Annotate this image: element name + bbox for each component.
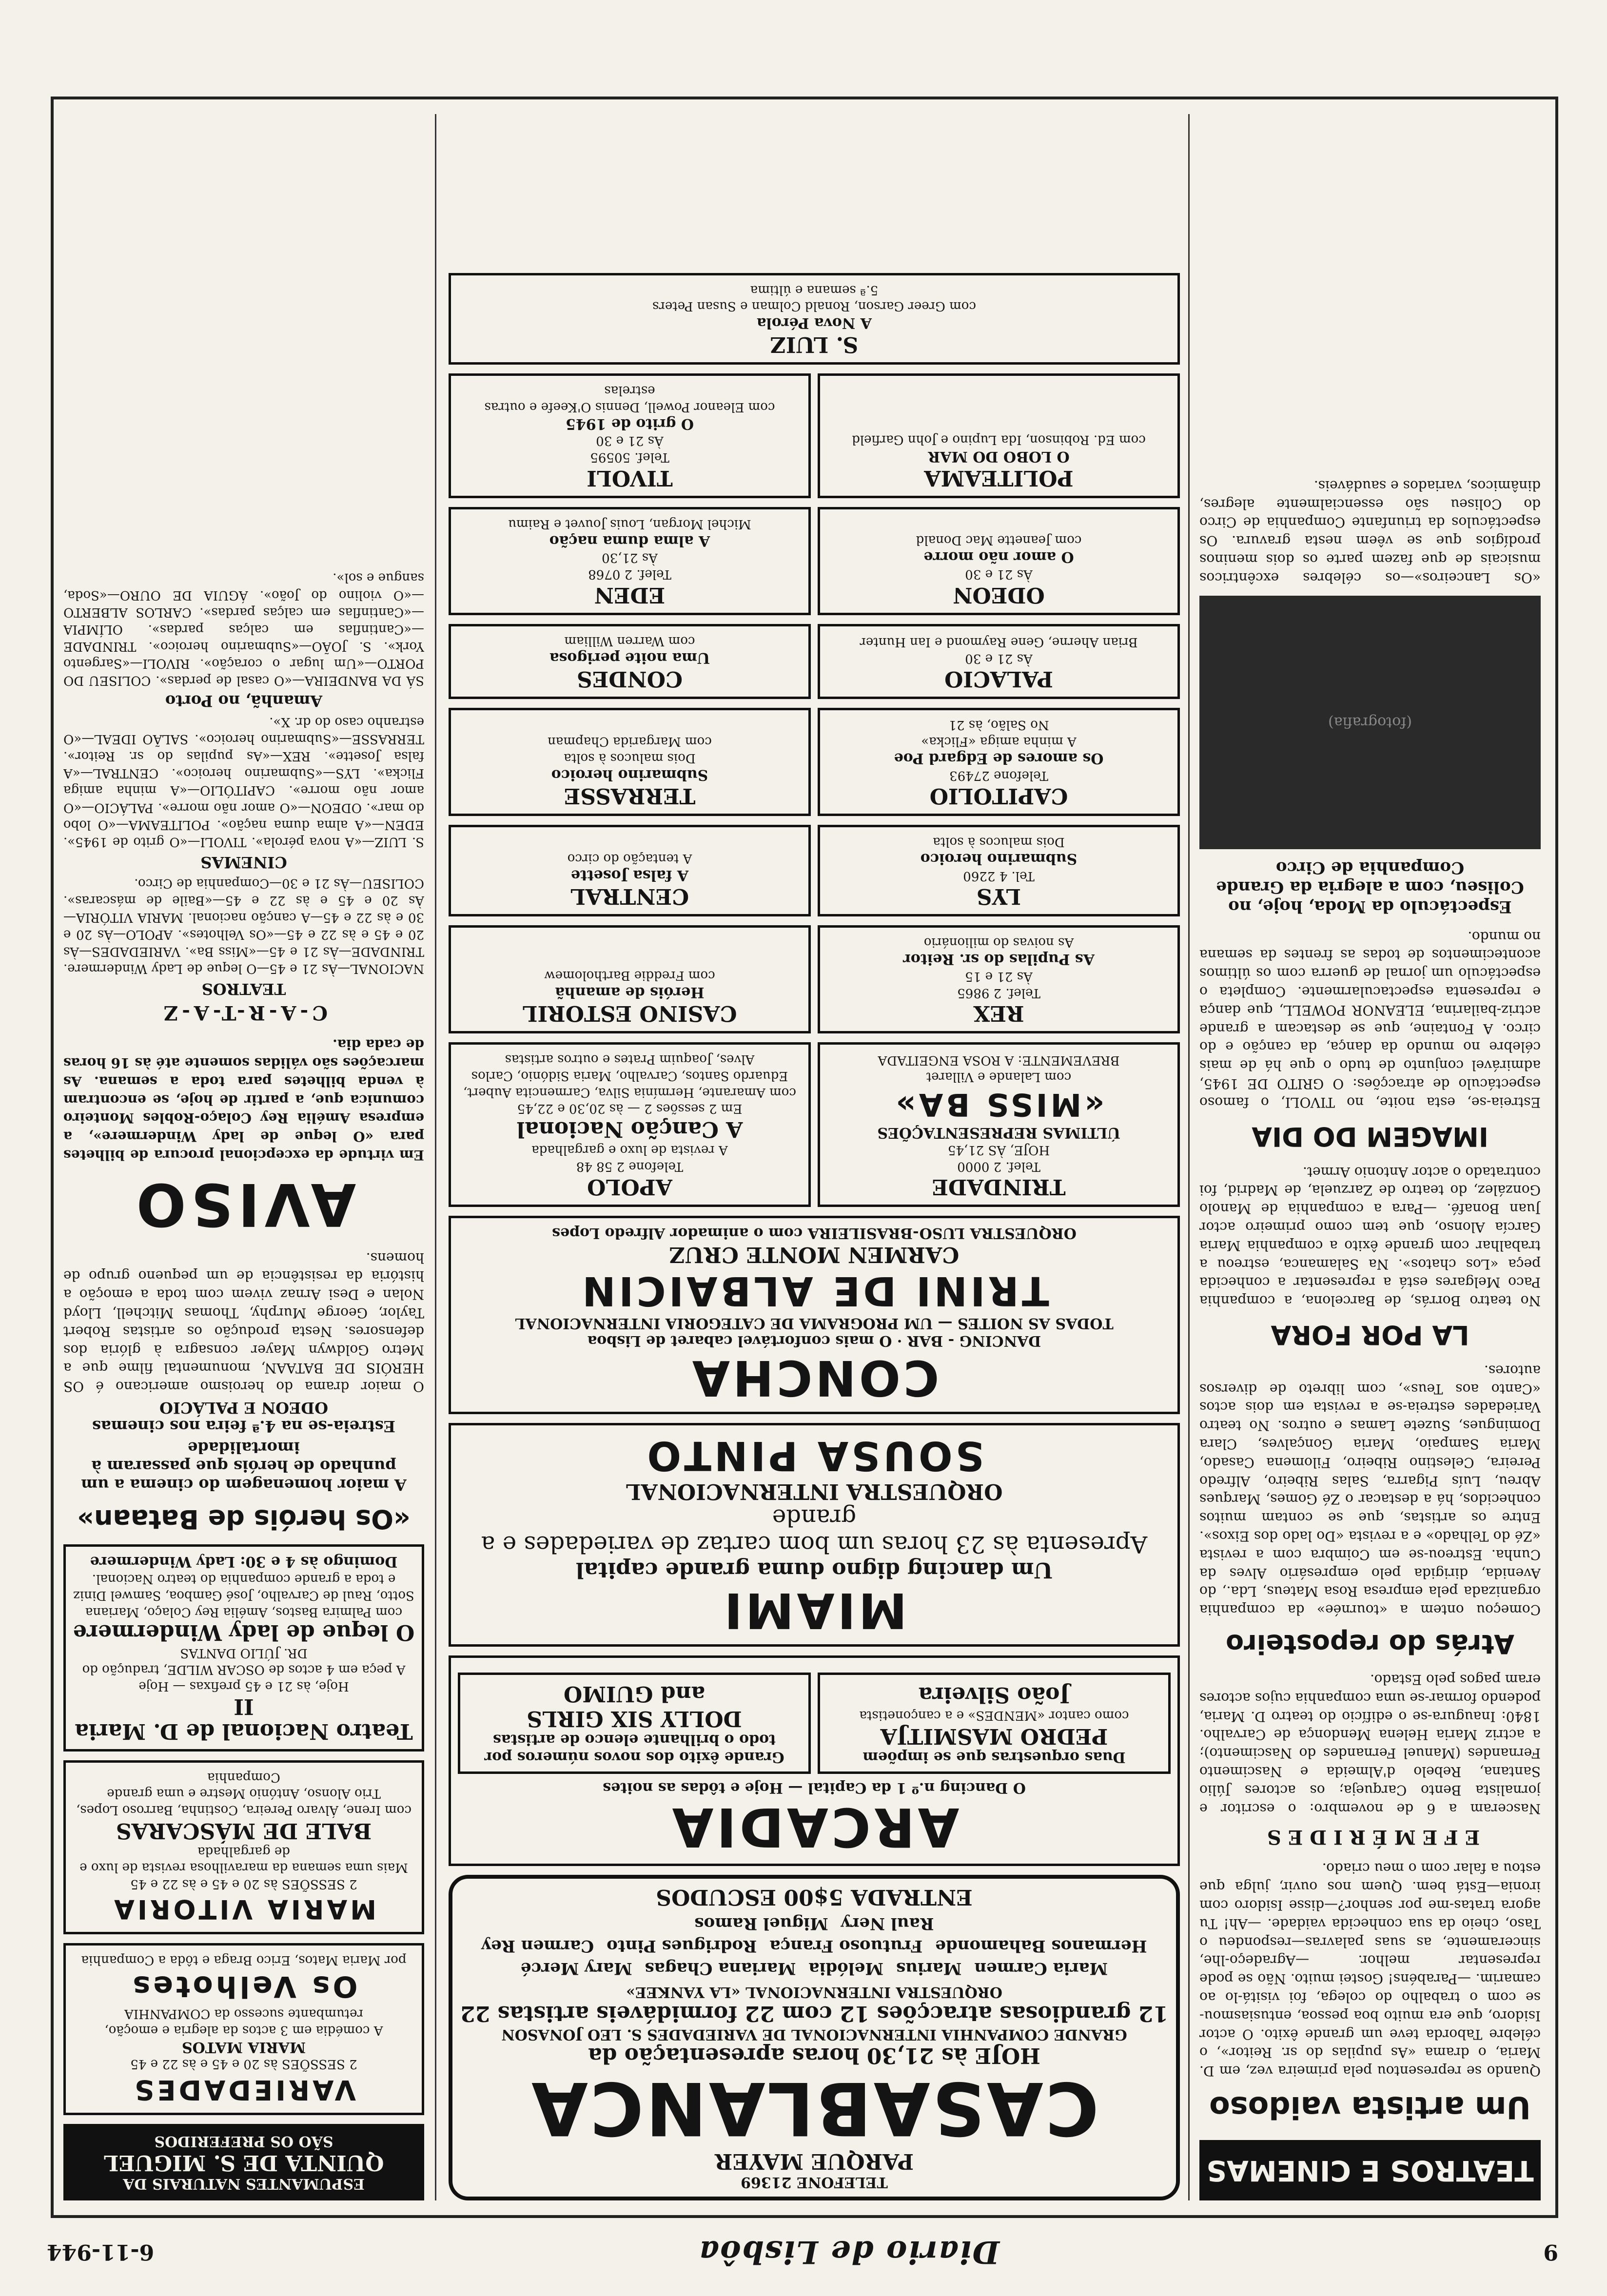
ad-sub: DANCING - BAR · O mais confortável cabaret de Lisboa [587,1332,1041,1349]
ad-line: SOUSA PINTO [644,1432,984,1479]
cartaz-title: C-A-R-T-A-Z [160,1001,328,1025]
article-title: Um artista vaidoso [1209,2090,1531,2126]
ad-name: ODEON [953,582,1045,607]
cartaz-section: TEATROS [201,980,286,999]
page-header [47,2233,1558,2272]
ad-variedades [63,1943,424,2115]
ad-show: O amor não morre [923,548,1074,566]
ad-line: TRINI DE ALBAICIN [579,1267,1049,1314]
ad-panel [818,1673,1171,1773]
ad-phone: Telef. 2 0768 [588,567,671,582]
ad-time: Às 21 e 30 [965,567,1033,582]
ad-time: Hoje, às 21 e 45 prefixas — Hoje [138,1678,349,1693]
ad-sub: com Jeanette Mac Donald [916,533,1082,548]
ad-line: A revista de luxo e gargalhada [531,1142,728,1157]
ad-line: Um dancing digno duma grande capital [576,1557,1053,1583]
ad-show: Uma noite perigosa [549,649,710,666]
ad-sluiz [449,273,1180,365]
ad-show: A falsa Josette [570,866,689,884]
ad-line: and GUIMO [563,1681,706,1707]
ad-show: Submarino heroico [551,766,708,783]
section-heading: EFEMÉRIDES [1260,1825,1480,1848]
ad-line: ORQUESTRA INTERNACIONAL «LA YANKEE» [626,1984,1002,2001]
ad-foot: Domingo às 4 e 30: Lady Windermere [90,1553,398,1571]
cinema-grid-row [449,615,1180,699]
ad-sub: com Greer Garson, Ronald Colman e Susan Peters [652,299,976,314]
ad-maria-vitoria [63,1760,424,1934]
ad-line: ORQUESTRA LUSO-BRASILEIRA com o animador Alfredo Lopes [552,1225,1077,1242]
ad-time: Às 21 e 15 [965,969,1033,984]
ad-cast: com Eleanor Powell, Dennis O'Keefe e outras estrelas [484,383,775,414]
ad-desc: A peça em 4 actos de OSCAR WILDE, tradução do DR. JÚLIO DANTAS [82,1646,406,1677]
ad-line: PEDRO MASMITJA [880,1723,1108,1749]
ad-show: Os Velhotes [130,1969,358,2004]
ad-show: O leque de lady Windermere [73,1620,415,1645]
article-body: Nasceram a 6 de novembro: o escritor e jornalista Bento Carqueja; os actores Júlio Santana, Rebelo d'Almeida e Nascimento Fernandes (Manuel Fernandes do Nascimento); a actriz Maria Helena Mendonça de Carvalho. 1840: Inaugura-se o edifício do teatro D. Maria, podendo formar-se uma companhia cujos actores eram pagos pelo Estado. [1199,1672,1541,1817]
ad-name: S. LUIZ [770,332,859,357]
ad-line: João Silveira [918,1682,1070,1708]
aviso-body: Em virtude da excepcional procura de bilhetes para «O leque de lady Windermere», a empresa Amélia Rey Colaço-Robles Monteiro comunica que, a partir de hoje, se encontram à venda bilhetes para toda a semana. As marcações são válidas somente até às 16 horas de cada dia. [63,1036,424,1163]
cartaz-list: S. LUIZ—«A nova pérola». TIVOLI—«O grito de 1945». EDEN—«A alma duma nação». POLITEAMA—«O lobo do mar». ODEON—«O amor não morre». PALÁCIO—«O amor não morre». CAPITÓLIO—«A minha amiga Flicka». LYS—«Submarino heroico». CENTRAL—«A falsa Josette». REX—«As pupilas do sr. Reitor». TERRASSE—«Submarino heroico». SALÃO IDEAL—«O estranho caso do dr. X». [63,715,424,849]
ad-line: HOJE às 21,30 horas apresentação da [588,2043,1040,2068]
ad-casino [449,925,811,1033]
masthead: Diario de Lisbôa [698,2234,999,2271]
ad-quinta [63,2124,424,2200]
ad-show: Os amores de Edgard Poe [894,749,1104,767]
ad-name: LYS [976,884,1021,909]
section-badge: TEATROS E CINEMAS [1199,2140,1541,2200]
cast-member: Melódia [808,1959,884,1979]
photo-placeholder: (fotografia) [1328,714,1412,731]
ad-week: 5.ª semana e última [750,282,879,297]
ad-cast: Michel Morgan, Louis Jouvet e Raimu [508,516,751,531]
ad-name: REX [973,1001,1024,1026]
ad-name: TRINDADE [932,1174,1066,1200]
article-body: Quando se representou pela primeira vez, em D. Maria, o drama «As pupilas do sr. Reitor», o célebre Taborda teve um grande êxito. O actor Isidoro, que era muito boa pessoa, entusiasmou-se com o trabalho do colega, foi visitá-lo ao camarim. —Parabéns! Gostei muito. Não se pode representar melhor. —Agradeço-lhe, sinceramente, as suas palavras—respondeu o Taso, cheio da sua conhecida vaidade. —Ah! Tu agora tratas-me por senhor?—disse Isidoro com ironia—Está bem. Quem nos ouvir, julga que estou a falar com o meu criado. [1199,1860,1541,2080]
cinema-grid-row [449,1033,1180,1207]
article-body: Começou ontem a «tournée» da companhia organizada pela empresa Rosa Mateus, Lda., do Avenida, dirigida pelo empresário Alves da Cunha. Estreou-se em Coimbra com a revista «Zé do Telhado» e a revista «Do lado dos Eixos». Entre os artistas, que se contam muitos conhecidos, há a destacar o Zé Gomes, Marques Abreu, Luís Pigarra, Salas Ribeiro, Alfredo Pereira, Celestino Ribeiro, Filomena Casado, Maria Sampaio, Maria Gonçalves, Clara Domingues, Suzete Lamas e outros. No teatro Variedades estreia-se a revista em dois actos «Canto aos Teus», com libreto de diversos autores. [1199,1362,1541,1618]
ad-owner: MARIA MATOS [181,2038,306,2056]
ad-time: Às 21 e 30 [596,433,664,448]
cast-member: Rodrigues Pinto [607,1936,757,1956]
ad-phone: Tel. 4 2260 [963,868,1035,883]
cast-member: Mary Mercé [520,1959,632,1979]
ad-arcadia [449,1655,1180,1866]
ad-line: Grande êxito dos novos números por todo o brilhante elenco de artistas [484,1731,784,1766]
ad-politeama [818,373,1180,498]
ad-name: TERRASSE [564,783,696,809]
ad-desc: Mais uma semana da maravilhosa revista de luxo e de gargalhada [79,1844,408,1875]
ad-sub: Dois malucos à solta [564,750,696,765]
ad-sub: com Ed. Robinson, Ida Lupino e John Garfield [852,432,1146,448]
ad-name: EDEN [594,582,666,607]
ad-rex [818,925,1180,1033]
ad-name: APOLO [587,1174,672,1200]
ad-panel [458,1673,811,1773]
ad-cast: com Irene, Álvaro Pereira, Costinha, Barroso Lopes, Trio Alonso, António Mestre e uma grande Companhia [76,1770,412,1818]
ad-phone: Telef. 2 0000 [957,1159,1040,1174]
ad-desc: A comédia em 3 actos da alegria e emoção, retumbante sucesso da COMPANHIA [104,2006,383,2038]
article-title: LA POR FORA [1271,1320,1470,1351]
ad-miami [449,1423,1180,1647]
ad-show: Submarino heroico [920,850,1078,867]
column-rule [1188,114,1190,2200]
aviso-title: AVISO [131,1169,356,1238]
ad-time: No Salão, às 21 [948,717,1049,732]
ad-lys [818,825,1180,916]
ad-show: «MISS BA» [893,1086,1105,1123]
page-number: 9 [1543,2239,1558,2265]
ad-phone: Telefone 2 58 48 [576,1159,684,1174]
ad-time: 2 SESSÕES às 20 e 45 e às 22 e 45 [130,2057,357,2072]
ad-line: ÚLTIMAS REPRESENTAÇÕES [877,1124,1120,1142]
ad-casablanca [449,1875,1180,2200]
cast-member: Mariana Chagas [645,1959,796,1979]
cast-member: Maria Carmen [974,1959,1108,1979]
ad-name: CAPITOLIO [929,783,1068,809]
ad-sub: As noivas do milionário [923,935,1074,950]
ad-time: Em 2 sessões 2 — às 20,30 e 22,45 [517,1101,743,1116]
ad-name: POLITEAMA [924,465,1074,490]
ad-line: SÃO OS PREFERIDOS [154,2133,333,2150]
ad-name: QUINTA DE S. MIGUEL [103,2150,384,2175]
photo-caption: «Os Lanceiros»—os célebres excêntricos musicais de que fazem parte os dois meninos prodígios que se vêem nesta gravura. Os espectáculos da triunfante Companhia de Circo do Coliseu são essencialmente alegres, dinâmicos, variados e saudáveis. [1199,477,1541,586]
ad-name: CONDES [576,666,683,692]
ad-show: BALE DE MÁSCARAS [116,1818,372,1843]
page-frame [51,97,1558,2218]
ad-time: HOJE, ÀS 21,45 [947,1142,1050,1157]
article-title: IMAGEM DO DIA [1252,1121,1489,1152]
cast-member: Carmen Rey [481,1936,594,1956]
ad-split [458,1664,1171,1773]
ad-palacio [818,624,1180,699]
ad-sub: Dois malucos à solta [933,834,1065,849]
article-body: No teatro Borrás, de Barcelona, a companhia Paco Melgares está a representar a conhecida peça «Los chatos». Na Salamanca, estreou a trabalhar com grande êxito a companhia Maria García Alonso, que tem como primeiro actor Juan Bonafé. —Para a companhia de Manolo González, do teatro de Zarzuela, de Madrid, foi contratado o actor Antonio Armet. [1199,1164,1541,1309]
ad-time: Às 21,30 [602,550,658,565]
ad-cast: com Palmira Bastos, Amélia Rey Colaço, Mariana Sotto, Raul de Carvalho, José Gamboa, Samwel Diniz e toda a grande companhia do teatro Nacional. [73,1572,414,1619]
ad-name: MIAMI [721,1582,907,1639]
ad-line: como cantor «MENDES» e a cançonetista [859,1708,1129,1723]
ad-name: VARIEDADES [132,2074,356,2106]
ad-show: A Nova Pérola [757,314,872,332]
ad-name: CASINO ESTORIL [522,1001,737,1026]
ad-show: O grito de 1945 [565,415,694,432]
ad-central [449,825,811,916]
ad-phone: Telefone 27493 [949,768,1048,783]
article-title: Atrás do reposteiro [1226,1629,1514,1660]
ad-eden [449,507,811,615]
ad-show: As Pupilas do sr. Reitor [903,951,1095,968]
ad-sub: com Warren William [564,633,695,648]
ad-concha [449,1216,1180,1414]
ad-cast: com Margarida Chapman [548,734,712,749]
article-lead: A maior homenagem do cinema a um punhado de heróis que passaram à imortalidade [81,1439,407,1495]
cinema-grid-row [449,498,1180,615]
ad-phone: Telef. 50595 [590,450,669,465]
ad-line: Apresenta às 23 horas um bom cartaz de variedades e a grande [481,1503,1148,1558]
ad-show: A alma duma nação [549,532,710,549]
cinema-grid-row [449,365,1180,498]
ad-line: Duas orquestras que se impõem [862,1748,1126,1766]
cartaz-list: SÁ DA BANDEIRA—«O casal de perdas». COLISEU DO PORTO—«Um lugar o coração». RIVOLI—«Sargento York». S. JOÃO—«Submarino heroico». TRINDADE—«Cantinflas em calças pardas». OLÍMPIA—«Cantinflas em calças pardas». CARLOS ALBERTO—«O violino do João». ÁGUIA DE OURO—«Soda, sangue e sol». [63,570,424,688]
ad-cast [459,1914,1169,1978]
cast-member: Hermanos Bahamonde [935,1936,1147,1956]
ad-name: ARCADIA [669,1795,960,1858]
cast-member: Frutuoso França [769,1936,923,1956]
cast-member: Miguel Ramos [694,1914,828,1934]
ad-time: Às 21 e 30 [965,651,1033,666]
cartaz-list: NACIONAL—Às 21 e 45—O leque de Lady Windermere. TRINDADE—Às 21 e 45—«Miss Ba». VARIEDADES—Às 20 e 45 e às 22 e 45—«Os Velhotes». APOLO—Às 20 e 30 e às 22 e 45—A canção nacional. MARIA VITÓRIA—Às 20 e 45 e às 22 e 45—«Baile de máscaras». COLISEU—Às 21 e 30—Companhia de Circo. [63,876,424,976]
ad-terrasse [449,708,811,816]
ad-name: Teatro Nacional de D. Maria II [75,1694,413,1744]
ad-name: CONCHA [689,1349,940,1406]
ad-show: Heróis de amanhã [555,983,705,1001]
ad-sub: A minha amiga «Flicka» [921,734,1077,749]
ad-phone: Telef. 2 9865 [957,985,1040,1000]
ad-line: DOLLY SIX GIRLS [527,1706,742,1731]
column-articles [1199,114,1541,2200]
ad-show: A Canção Nacional [516,1117,743,1142]
column-ads [449,114,1180,2200]
ad-line: ESPUMANTES NATURAIS DA [123,2175,365,2192]
ad-show: O LOBO DO MAR [928,448,1070,466]
ad-odeon [818,507,1180,615]
ad-line: CARMEN MONTE CRUZ [669,1242,960,1267]
ad-capitolio [818,708,1180,816]
ad-name: MARIA VITORIA [111,1894,376,1925]
article-body: Estreia-se, esta noite, no TIVOLI, o famoso espectáculo de atracções: O GRITO DE 1945, admirável conjunto de tudo o que há de mais célebre no mundo da dança, da canção e do circo. A Fontaine, que se destacam a grande actriz-bailarina, ELEANOR POWELL, que dança e representa espectacularmente. Completa o espectáculo um jornal de guerra com os últimos acontecimentos de todas as frentes da semana no mundo. [1199,928,1541,1110]
ad-name: CENTRAL [570,884,689,909]
ad-cast: com Amarante, Hermínia Silva, Carmencita Aubert, Eduardo Santos, Carvalho, Maria Sidónio, Carlos Alves, Joaquim Prates e outros artistas [463,1052,796,1100]
ad-line: 12 grandiosas atracções 12 com 22 formidáveis artistas 22 [460,2001,1168,2026]
cast-member: Raul Nery [841,1914,934,1934]
cartaz-section: CINEMAS [200,853,287,872]
ad-name: PALACIO [944,666,1054,692]
ad-cast: Brian Aherne, Gene Raymond e Ian Hunter [860,634,1138,649]
ad-teatro-nacional [63,1544,424,1751]
ad-phone: TELEFONE 21369 [741,2174,888,2191]
photo-headline: Espectáculo da Moda, hoje, no Coliseu, com a alegria da Grande Companhia de Circo [1216,857,1524,916]
cast-member: Marius [896,1959,962,1979]
ad-line: ORQUESTRA INTERNACIONAL [626,1479,1003,1504]
ad-apolo [449,1042,811,1207]
ad-sub: A tentação do circo [567,851,692,866]
article-title: «Os heróis de Bataan» [77,1504,411,1535]
ad-place: PARQUE MAYER [714,2149,914,2174]
ad-sub: O Dancing n.º 1 da Capital — Hoje e tôdas as noites [603,1779,1026,1796]
cinema-grid-row [449,916,1180,1033]
ad-trindade [818,1042,1180,1207]
article-body: O maior drama do heroismo americano é OS HERÓIS DE BATAAN, monumental filme que a Metro Goldwyn Mayer consagra à glória dos defensores. Nesta produção os artistas Robert Taylor, George Murphy, Thomas Mitchell, Lloyd Nolan e Desi Arnaz vivem com toda a emoção a história da resistência de um pequeno grupo de homens. [63,1249,424,1395]
ad-cast: por Maria Matos, Erico Braga e tôda a Companhia [81,1953,407,1968]
ad-sub: com Freddie Bartholomew [544,968,715,983]
ad-cast: com Lalande e Villaret [926,1070,1072,1085]
ad-soon: BREVEMENTE: A ROSA ENGEITADA [878,1053,1120,1068]
ad-line: TODAS AS NOITES — UM PROGRAMA DE CATEGORIA INTERNACIONAL [515,1314,1114,1332]
cinema-grid-row [449,699,1180,816]
ad-entrance: ENTRADA 5$00 ESCUDOS [656,1885,973,1910]
ad-name: CASABLANCA [529,2065,1099,2151]
ad-condes [449,624,811,699]
news-photo [1199,596,1541,849]
ad-line: GRANDE COMPANHIA INTERNACIONAL DE VARIEDADES S. LEO JONASON [501,2025,1127,2043]
cinema-grid-row [449,816,1180,916]
column-theatre [63,114,424,2200]
ad-name: TIVOLI [587,465,673,490]
ad-tivoli [449,373,811,498]
cartaz-section: Amanhã, no Porto [165,692,323,711]
issue-date: 6-11-944 [47,2239,155,2265]
ad-time: 2 SESSÕES às 20 e 45 e às 22 e 45 [130,1877,357,1892]
column-rule [435,114,436,2200]
article-sub: Estreia-se na 4.ª feira nos cinemas ODEON E PALÁCIO [92,1399,396,1436]
